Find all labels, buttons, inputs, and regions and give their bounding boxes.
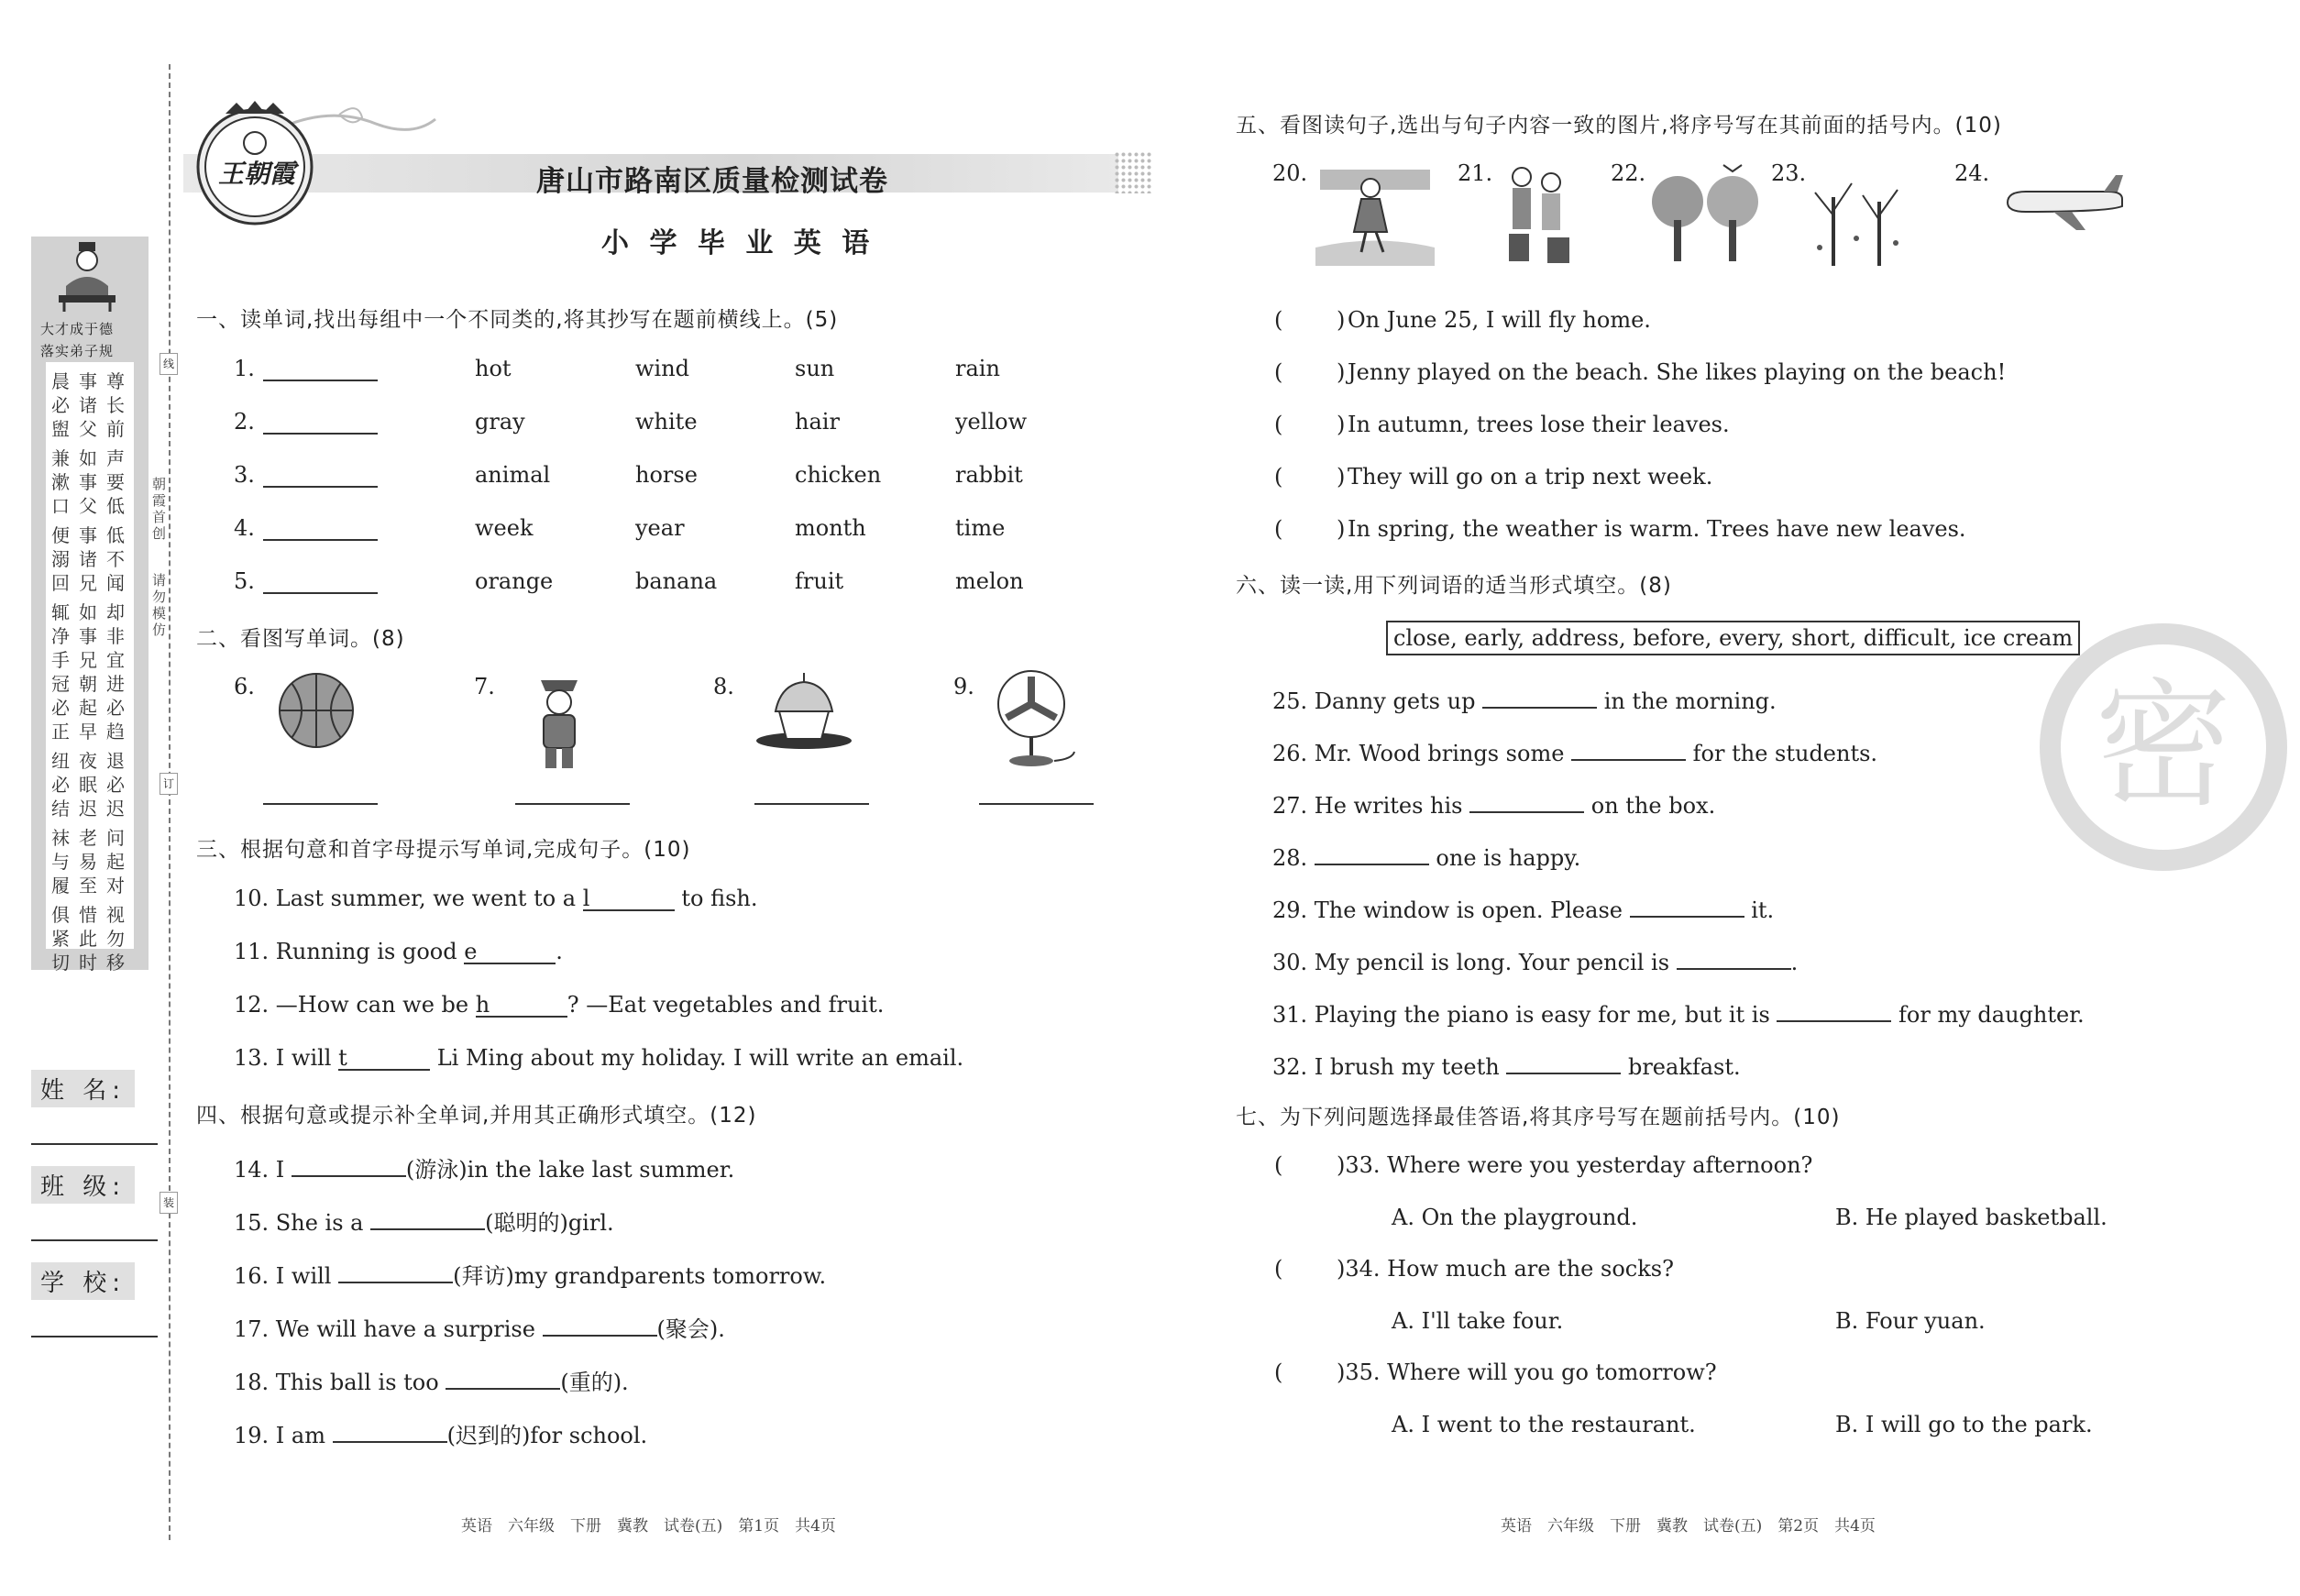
question-number: 4. [234, 515, 255, 541]
school-field[interactable] [31, 1334, 158, 1337]
exam-subtitle: 小 学 毕 业 英 语 [601, 227, 875, 259]
sentence-text: in the morning. [1597, 688, 1777, 714]
motto-char: 长 [106, 394, 125, 416]
bracket-open[interactable]: ( [1274, 464, 1283, 490]
motto-char: 切 [51, 952, 70, 974]
question-text: )34. How much are the socks? [1337, 1256, 1674, 1282]
footer-left: 英语 六年级 下册 冀教 试卷(五) 第1页 共4页 [461, 1517, 836, 1535]
motto-char: 趋 [106, 721, 125, 743]
sentence-text: 26. Mr. Wood brings some [1272, 741, 1572, 766]
word-option: week [475, 515, 534, 541]
motto-char: 勿 [106, 928, 125, 950]
svg-text:密: 密 [2094, 666, 2233, 826]
motto-char: 必 [106, 774, 125, 796]
section4-heading: 四、根据句意或提示补全单词,并用其正确形式填空。(12) [196, 1104, 757, 1128]
motto-char: 手 [51, 649, 70, 671]
section6-heading: 六、读一读,用下列词语的适当形式填空。(8) [1236, 574, 1672, 598]
motto-char: 必 [51, 697, 70, 719]
motto-char: 履 [51, 875, 70, 897]
motto-char: 如 [79, 447, 97, 469]
motto-char: 兼 [51, 447, 70, 469]
word-option: time [955, 515, 1006, 541]
bracket-close: ) [1337, 307, 1346, 333]
sentence-row [234, 1205, 614, 1237]
sentence-text: In autumn, trees lose their leaves. [1348, 412, 1730, 437]
sentence-text: (游泳)in the lake last summer. [405, 1157, 735, 1183]
motto-char: 起 [106, 851, 125, 873]
sentence-row [1272, 944, 1798, 975]
sentence-text: breakfast. [1621, 1054, 1741, 1080]
answer-line[interactable] [263, 515, 378, 541]
answer-blank[interactable] [1571, 735, 1686, 761]
word-option: orange [475, 568, 554, 594]
answer-blank[interactable] [1677, 944, 1791, 970]
sentence-row [234, 1311, 725, 1343]
sentence-text: Li Ming about my holiday. I will write an email. [430, 1045, 964, 1071]
answer-line-7[interactable] [515, 779, 630, 805]
motto-char: 诸 [79, 548, 97, 570]
fan-icon [990, 667, 1082, 776]
word-option: chicken [795, 462, 882, 488]
bracket-open[interactable]: ( [1274, 307, 1283, 333]
word-option: hot [475, 356, 512, 381]
hint-blank[interactable]: h [476, 992, 567, 1018]
travellers-icon [1496, 160, 1579, 274]
sentence-text: (聪明的)girl. [485, 1210, 614, 1236]
sentence-text: 14. I [234, 1157, 292, 1183]
sentence-row [234, 886, 758, 911]
question-number: 3. [234, 462, 255, 488]
motto-char: 父 [79, 495, 97, 517]
hint-blank[interactable]: l [583, 886, 675, 911]
answer-line[interactable] [263, 462, 378, 488]
word-option: fruit [795, 568, 844, 594]
side-note-2: 请勿模仿 [150, 573, 167, 639]
answer-blank[interactable] [1482, 683, 1597, 709]
sentence-text: 16. I will [234, 1263, 339, 1289]
footer-right: 英语 六年级 下册 冀教 试卷(五) 第2页 共4页 [1501, 1517, 1876, 1535]
sentence-text: 28. [1272, 845, 1315, 871]
cake-icon [754, 669, 854, 755]
name-label: 姓 名: [31, 1070, 135, 1107]
bracket-close: ) [1337, 516, 1346, 542]
motto-char: 溺 [51, 548, 70, 570]
bracket-open[interactable]: ( [1274, 412, 1283, 437]
word-option: year [635, 515, 685, 541]
word-option: yellow [955, 409, 1028, 435]
motto-char: 对 [106, 875, 125, 897]
question-number: 5. [234, 568, 255, 594]
question-number: 2. [234, 409, 255, 435]
watermark-seal [2030, 614, 2296, 880]
motto-char: 惜 [79, 904, 97, 926]
motto-char: 问 [106, 827, 125, 849]
motto-char: 老 [79, 827, 97, 849]
motto-char: 要 [106, 471, 125, 493]
word-option: sun [795, 356, 835, 381]
section7-heading: 七、为下列问题选择最佳答语,将其序号写在题前括号内。(10) [1236, 1106, 1841, 1129]
sentence-row [1272, 787, 1715, 819]
motto-char: 父 [79, 418, 97, 440]
motto-char: 却 [106, 601, 125, 623]
word-option: melon [955, 568, 1024, 594]
answer-blank[interactable] [338, 1258, 453, 1283]
motto-char: 兄 [79, 572, 97, 594]
motto-char: 非 [106, 625, 125, 647]
sentence-row [234, 1364, 629, 1396]
sentence-text: 30. My pencil is long. Your pencil is [1272, 950, 1677, 975]
answer-blank[interactable] [1315, 840, 1429, 865]
option-a[interactable]: A. I'll take four. [1392, 1308, 1564, 1334]
option-a[interactable]: A. On the playground. [1392, 1205, 1638, 1230]
sentence-text: They will go on a trip next week. [1348, 464, 1713, 490]
sentence-text: (拜访)my grandparents tomorrow. [453, 1263, 827, 1289]
pic-22-number: 22. [1611, 160, 1646, 186]
motto-char: 至 [79, 875, 97, 897]
answer-blank[interactable] [446, 1364, 560, 1390]
answer-line[interactable] [263, 568, 378, 594]
sentence-text: . [1790, 950, 1799, 975]
motto-char: 进 [106, 673, 125, 695]
sentence-row [234, 1045, 963, 1071]
autumn-tree-icon [1806, 160, 1907, 274]
sentence-text: 18. This ball is too [234, 1370, 446, 1395]
pic-23-number: 23. [1771, 160, 1807, 186]
spring-tree-icon [1641, 160, 1769, 270]
sentence-text: In spring, the weather is warm. Trees have new leaves. [1348, 516, 1966, 542]
motto-char: 袜 [51, 827, 70, 849]
item-8-number: 8. [713, 674, 734, 699]
motto-char: 兄 [79, 649, 97, 671]
item-9-number: 9. [953, 674, 974, 699]
section5-heading: 五、看图读句子,选出与句子内容一致的图片,将序号写在其前面的括号内。(10) [1236, 114, 2002, 138]
motto-char: 不 [106, 548, 125, 570]
police-officer-icon [527, 667, 591, 776]
hint-blank[interactable]: e [464, 939, 556, 964]
sentence-row [1272, 735, 1877, 766]
motto-char: 晨 [51, 370, 70, 392]
question-text: )35. Where will you go tomorrow? [1337, 1359, 1717, 1385]
sentence-text: (聚会). [656, 1316, 725, 1342]
question-number: 1. [234, 356, 255, 381]
question-text: )33. Where were you yesterday afternoon? [1337, 1152, 1813, 1178]
bracket-close: ) [1337, 359, 1346, 385]
motto-char: 起 [79, 697, 97, 719]
motto-char: 此 [79, 928, 97, 950]
motto-char: 视 [106, 904, 125, 926]
motto-char: 眠 [79, 774, 97, 796]
sentence-text: 17. We will have a surprise [234, 1316, 543, 1342]
bracket-open[interactable]: ( [1274, 1152, 1283, 1178]
sentence-text: (迟到的)for school. [446, 1423, 648, 1448]
answer-blank[interactable] [292, 1151, 406, 1177]
motto-char: 低 [106, 495, 125, 517]
sidebar-slogan-1: 大才成于德 [40, 321, 115, 337]
binding-mark-2: 订 [160, 773, 178, 795]
word-box: close, early, address, before, every, short, difficult, ice cream [1386, 621, 2080, 655]
word-option: wind [635, 356, 690, 381]
bracket-open[interactable]: ( [1274, 1359, 1283, 1385]
sentence-text: On June 25, I will fly home. [1348, 307, 1651, 333]
motto-char: 如 [79, 601, 97, 623]
motto-char: 纽 [51, 750, 70, 772]
answer-blank[interactable] [543, 1311, 657, 1337]
sentence-row [1272, 996, 2085, 1028]
option-a[interactable]: A. I went to the restaurant. [1392, 1412, 1696, 1437]
answer-blank[interactable] [1506, 1049, 1621, 1074]
sentence-row [1272, 892, 1774, 923]
motto-char: 必 [51, 774, 70, 796]
sentence-text: to fish. [674, 886, 758, 911]
motto-char: 事 [79, 471, 97, 493]
sentence-row [1272, 840, 1580, 871]
bracket-open[interactable]: ( [1274, 359, 1283, 385]
pic-24-number: 24. [1954, 160, 1990, 186]
hint-blank[interactable]: t [338, 1045, 430, 1071]
motto-char: 冠 [51, 673, 70, 695]
item-7-number: 7. [474, 674, 495, 699]
word-option: animal [475, 462, 551, 488]
motto-char: 时 [79, 952, 97, 974]
motto-char: 尊 [106, 370, 125, 392]
sentence-text: 32. I brush my teeth [1272, 1054, 1507, 1080]
sentence-text: (重的). [560, 1370, 629, 1395]
motto-char: 漱 [51, 471, 70, 493]
answer-blank[interactable] [1469, 787, 1584, 813]
sentence-text: it. [1744, 897, 1775, 923]
sentence-text: 31. Playing the piano is easy for me, but it is [1272, 1002, 1777, 1028]
sentence-row [234, 939, 563, 964]
motto-char: 事 [79, 625, 97, 647]
sentence-text: 11. Running is good [234, 939, 465, 964]
word-option: gray [475, 409, 525, 435]
motto-char: 退 [106, 750, 125, 772]
motto-char: 事 [79, 370, 97, 392]
motto-char: 净 [51, 625, 70, 647]
motto-char: 辄 [51, 601, 70, 623]
sentence-row [234, 992, 884, 1018]
motto-char: 口 [51, 495, 70, 517]
word-option: rain [955, 356, 1000, 381]
word-option: rabbit [955, 462, 1023, 488]
motto-char: 与 [51, 851, 70, 873]
motto-text [50, 369, 132, 974]
motto-char: 易 [79, 851, 97, 873]
motto-char: 回 [51, 572, 70, 594]
sentence-text: ? —Eat vegetables and fruit. [567, 992, 885, 1018]
option-b[interactable]: B. I will go to the park. [1835, 1412, 2093, 1437]
word-option: horse [635, 462, 698, 488]
motto-char: 低 [106, 524, 125, 546]
word-option: month [795, 515, 866, 541]
word-option: banana [635, 568, 718, 594]
answer-line-6[interactable] [263, 779, 378, 805]
pic-20-number: 20. [1272, 160, 1308, 186]
word-option: hair [795, 409, 840, 435]
class-label: 班 级: [31, 1166, 135, 1204]
answer-line[interactable] [263, 409, 378, 435]
answer-blank[interactable] [370, 1205, 485, 1230]
word-option: white [635, 409, 698, 435]
sentence-text: 10. Last summer, we went to a [234, 886, 583, 911]
name-field[interactable] [31, 1141, 158, 1145]
class-field[interactable] [31, 1238, 158, 1241]
answer-line[interactable] [263, 356, 378, 381]
scholar-illustration [55, 240, 119, 314]
sentence-text: 13. I will [234, 1045, 339, 1071]
motto-char: 宜 [106, 649, 125, 671]
answer-blank[interactable] [1777, 996, 1891, 1022]
motto-char: 必 [51, 394, 70, 416]
motto-char: 朝 [79, 673, 97, 695]
answer-line-9[interactable] [979, 779, 1094, 805]
binding-mark-3: 装 [160, 1192, 178, 1214]
sentence-text: for the students. [1686, 741, 1878, 766]
binding-mark-1: 线 [160, 353, 178, 375]
binding-line [169, 64, 171, 1540]
motto-char: 夜 [79, 750, 97, 772]
sentence-text: on the box. [1584, 793, 1716, 819]
sentence-text: Jenny played on the beach. She likes playing on the beach! [1348, 359, 2007, 385]
sentence-text: 27. He writes his [1272, 793, 1470, 819]
sentence-row [1272, 1049, 1741, 1080]
pic-21-number: 21. [1458, 160, 1493, 186]
airplane-icon [1998, 170, 2127, 237]
sentence-text: 15. She is a [234, 1210, 371, 1236]
option-b[interactable]: B. He played basketball. [1835, 1205, 2107, 1230]
motto-char: 声 [106, 447, 125, 469]
answer-blank[interactable] [333, 1417, 447, 1443]
section2-heading: 二、看图写单词。(8) [196, 627, 405, 651]
item-6-number: 6. [234, 674, 255, 699]
answer-blank[interactable] [1630, 892, 1744, 918]
sentence-text: 25. Danny gets up [1272, 688, 1483, 714]
sentence-text: for my daughter. [1891, 1002, 2085, 1028]
section3-heading: 三、根据句意和首字母提示写单词,完成句子。(10) [196, 838, 691, 862]
motto-char: 便 [51, 524, 70, 546]
motto-char: 诸 [79, 394, 97, 416]
basketball-icon [275, 669, 358, 755]
sentence-row [234, 1258, 826, 1290]
side-note-1: 朝霞首创 [150, 477, 167, 543]
sentence-row [234, 1417, 647, 1449]
motto-char: 事 [79, 524, 97, 546]
sentence-text: 29. The window is open. Please [1272, 897, 1630, 923]
title-band-dots [1114, 151, 1152, 193]
answer-line-8[interactable] [754, 779, 869, 805]
motto-char: 迟 [106, 798, 125, 820]
motto-char: 必 [106, 697, 125, 719]
motto-char: 早 [79, 721, 97, 743]
motto-char: 移 [106, 952, 125, 974]
bracket-open[interactable]: ( [1274, 1256, 1283, 1282]
bracket-close: ) [1337, 412, 1346, 437]
sentence-text: . [556, 939, 563, 964]
motto-char: 紧 [51, 928, 70, 950]
bracket-open[interactable]: ( [1274, 516, 1283, 542]
section1-heading: 一、读单词,找出每组中一个不同类的,将其抄写在题前横线上。(5) [196, 308, 839, 332]
motto-char: 结 [51, 798, 70, 820]
beach-girl-icon [1315, 160, 1435, 270]
motto-char: 俱 [51, 904, 70, 926]
sentence-text: 12. —How can we be [234, 992, 476, 1018]
sentence-row [1272, 683, 1777, 714]
sentence-text: 19. I am [234, 1423, 333, 1448]
motto-char: 前 [106, 418, 125, 440]
motto-char: 正 [51, 721, 70, 743]
bracket-close: ) [1337, 464, 1346, 490]
motto-char: 盥 [51, 418, 70, 440]
sentence-row [234, 1151, 734, 1183]
sentence-text: one is happy. [1428, 845, 1581, 871]
exam-title: 唐山市路南区质量检测试卷 [536, 165, 888, 198]
option-b[interactable]: B. Four yuan. [1835, 1308, 1986, 1334]
sidebar-slogan-2: 落实弟子规 [40, 343, 115, 359]
motto-char: 迟 [79, 798, 97, 820]
school-label: 学 校: [31, 1262, 135, 1300]
logo-text: 王朝霞 [218, 159, 296, 189]
motto-char: 闻 [106, 572, 125, 594]
